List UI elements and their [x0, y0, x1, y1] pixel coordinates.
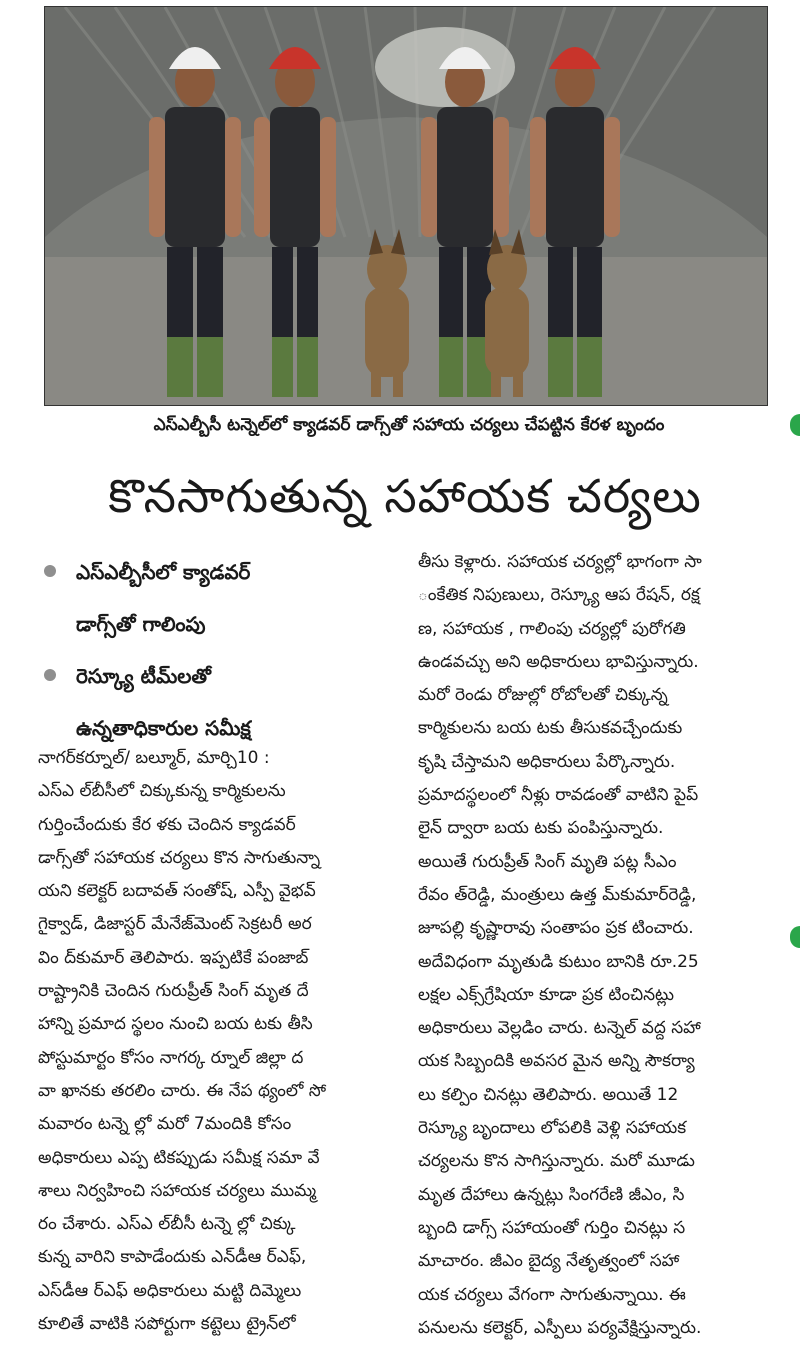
- article-text-line: లు కల్పిం చినట్లు తెలిపారు. అయితే 12: [418, 1084, 679, 1105]
- person-torso: [165, 107, 225, 247]
- article-text-line: బ్బంది డాగ్స్ సహాయంతో గుర్తిం చినట్లు స: [418, 1217, 686, 1238]
- dog-leg: [513, 367, 523, 397]
- bullet-dot-icon: [44, 669, 56, 681]
- article-text-line: కృషి చేస్తామని అధికారులు పేర్కొన్నారు.: [418, 751, 676, 772]
- page-edge-mark: [790, 414, 800, 436]
- article-text-line: రం చేశారు. ఎస్ఎ ల్‌బీసీ టన్నె ల్లో చిక్కు: [38, 1214, 296, 1235]
- bullet-line: డాగ్స్‌తో గాలింపు: [76, 612, 206, 636]
- article-text-line: యక చర్యలు వేగంగా సాగుతున్నాయి. ఈ: [418, 1284, 686, 1305]
- person-torso: [437, 107, 493, 247]
- news-photo: [44, 6, 768, 406]
- article-body-right: [418, 546, 776, 1345]
- article-text-line: కార్మికులను బయ టకు తీసుకవచ్చేందుకు: [418, 718, 683, 739]
- article-text-line: యని కలెక్టర్ బదావత్ సంతోష్, ఎస్పీ వైభవ్: [38, 881, 316, 902]
- article-text-line: రాష్ట్రానికి చెందిన గురుప్రీత్ సింగ్ మృత దే: [38, 981, 309, 1002]
- article-headline: కొనసాగుతున్న సహాయక చర్యలు: [108, 469, 702, 523]
- article-text-line: గుర్తించేందుకు కేర ళకు చెందిన క్యాడవర్: [38, 814, 296, 835]
- dog-leg: [371, 367, 381, 397]
- article-text-line: మృత దేహాలు ఉన్నట్లు సింగరేణి జీఎం, సి: [418, 1184, 685, 1205]
- article-text-line: హాన్ని ప్రమాద స్థలం నుంచి బయ టకు తీసి: [38, 1014, 313, 1035]
- person-boot: [197, 337, 223, 397]
- person-boot: [548, 337, 573, 397]
- person-arm: [493, 117, 509, 237]
- article-text-line: అయితే గురుప్రీత్ సింగ్ మృతి పట్ల సీఎం: [418, 851, 677, 872]
- article-text-line: కున్న వారిని కాపాడేందుకు ఎన్‌డీఆ ర్‌ఎఫ్,: [38, 1247, 307, 1268]
- article-text-line: నాగర్‌కర్నూల్/ బల్మూర్, మార్చి10 :: [38, 748, 270, 768]
- article-text-line: ఎస్ఎ ల్‌బీసీలో చిక్కుకున్న కార్మికులను: [38, 781, 286, 802]
- page-edge-mark: [790, 926, 800, 948]
- article-text-line: ఎస్‌డీఆ ర్‌ఎఫ్ అధికారులు మట్టి దిమ్మెలు: [38, 1280, 302, 1301]
- bullet-point: [38, 546, 406, 650]
- article-body-left: [38, 742, 406, 1341]
- dog-body: [485, 287, 529, 377]
- article-text-line: అధికారులు ఎప్ప టికప్పుడు సమీక్ష సమా వే: [38, 1147, 320, 1168]
- article-text-line: మవారం టన్నె ల్లో మరో 7మందికి కోసం: [38, 1114, 292, 1135]
- article-text-line: రెస్క్యూ బృందాలు లోపలికి వెళ్లి సహాయక: [418, 1118, 687, 1139]
- article-text-line: విం ద్‌కుమార్ తెలిపారు. ఇప్పటికే పంజాబ్: [38, 947, 309, 968]
- person-boot: [439, 337, 463, 397]
- article-text-line: ఉండవచ్చు అని అధికారులు భావిస్తున్నారు.: [418, 651, 699, 672]
- bullet-dot-icon: [44, 565, 56, 577]
- article-text-line: పనులను కలెక్టర్, ఎస్పీలు పర్యవేక్షిస్తున్నారు.: [418, 1317, 702, 1338]
- article-text-line: మాచారం. జీఎం బైద్య నేతృత్వంలో సహా: [418, 1251, 680, 1272]
- person-arm: [530, 117, 546, 237]
- person-arm: [149, 117, 165, 237]
- person-arm: [320, 117, 336, 237]
- bullet-line: ఉన్నతాధికారుల సమీక్ష: [76, 716, 251, 740]
- bullet-point: [38, 650, 406, 754]
- left-column: [38, 546, 406, 1335]
- dog-leg: [393, 367, 403, 397]
- article-text-line: డాగ్స్‌తో సహాయక చర్యలు కొన సాగుతున్నా: [38, 847, 321, 868]
- article-text-line: చర్యలను కొన సాగిస్తున్నారు. మరో మూడు: [418, 1151, 695, 1172]
- person-arm: [421, 117, 437, 237]
- article-text-line: గైక్వాడ్, డిజాస్టర్ మేనేజ్‌మెంట్ సెక్రటరీ అర: [38, 914, 312, 935]
- person-arm: [225, 117, 241, 237]
- person-boot: [167, 337, 193, 397]
- article-text-line: మరో రెండు రోజుల్లో రోబోలతో చిక్కున్న: [418, 685, 668, 706]
- article-text-line: ంకేతిక నిపుణులు, రెస్క్యూ ఆప రేషన్, రక్ష: [418, 585, 700, 606]
- article-text-line: జూపల్లి కృష్ణారావు సంతాపం ప్రక టించారు.: [418, 918, 694, 939]
- person-boot: [297, 337, 318, 397]
- article-text-line: అధికారులు వెల్లడిం చారు. టన్నెల్ వద్ద సహా: [418, 1018, 701, 1039]
- bullet-line: రెస్క్యూ టీమ్‌లతో: [76, 664, 211, 688]
- article-text-line: తీసు కెళ్లారు. సహాయక చర్యల్లో భాగంగా సా: [418, 552, 702, 572]
- person-arm: [604, 117, 620, 237]
- article-text-line: పోస్టుమార్టం కోసం నాగర్క ర్నూల్ జిల్లా ద: [38, 1047, 304, 1068]
- article-text-line: ప్రమాదస్థలంలో నీళ్లు రావడంతో వాటిని పైప్: [418, 785, 699, 806]
- dog-body: [365, 287, 409, 377]
- article-text-line: ణ, సహాయక , గాలింపు చర్యల్లో పురోగతి: [418, 618, 686, 639]
- person-torso: [546, 107, 604, 247]
- article-text-line: రేవం త్‌రెడ్డి, మంత్రులు ఉత్త మ్‌కుమార్‌రెడ్డి,: [418, 884, 697, 905]
- person-boot: [272, 337, 293, 397]
- photo-caption: ఎస్ఎల్బీసీ టన్నెల్‌లో క్యాడవర్ డాగ్స్‌తో సహాయ చర్యలు చేపట్టిన కేరళ బృందం: [153, 415, 665, 435]
- article-text-line: కూలితే వాటికి సపోర్టుగా కట్టెలు ట్రైన్‌లో: [38, 1314, 296, 1335]
- article-text-line: శాలు నిర్వహించి సహాయక చర్యలు ముమ్మ: [38, 1180, 317, 1201]
- article-text-line: వా ఖానకు తరలిం చారు. ఈ నేప థ్యంలో సో: [38, 1080, 327, 1101]
- tunnel-rescue-team-image: [45, 7, 767, 405]
- bullet-line: ఎస్ఎల్బీసీలో క్యాడవర్: [76, 560, 251, 584]
- person-torso: [270, 107, 320, 247]
- article-text-line: యక సిబ్బందికి అవసర మైన అన్ని సౌకర్యా: [418, 1051, 695, 1072]
- dog-leg: [491, 367, 501, 397]
- article-text-line: లైన్ ద్వారా బయ టకు పంపిస్తున్నారు.: [418, 818, 664, 839]
- article-text-line: అదేవిధంగా మృతుడి కుటుం బానికి రూ.25: [418, 951, 699, 972]
- article-text-line: లక్షల ఎక్స్‌గ్రేషియా కూడా ప్రక టించినట్లు: [418, 984, 675, 1005]
- person-arm: [254, 117, 270, 237]
- person-boot: [577, 337, 602, 397]
